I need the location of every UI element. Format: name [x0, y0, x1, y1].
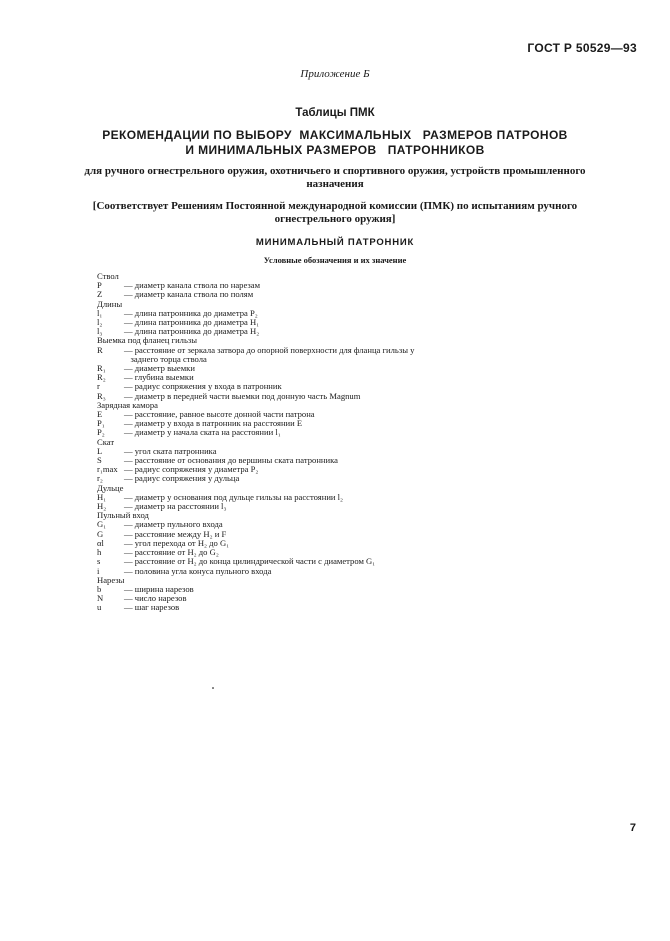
section-heading: МИНИМАЛЬНЫЙ ПАТРОННИК: [255, 237, 415, 248]
legend-row: [97, 603, 557, 612]
legend-description: — ширина нарезов: [124, 583, 194, 594]
legend-description: — расстояние между H₂ и F: [124, 528, 227, 539]
legend-symbol: E: [97, 409, 103, 420]
group-title: Скат: [97, 436, 115, 447]
legend-symbol: P₁: [97, 418, 105, 429]
legend-heading: Условные обозначения и их значение: [263, 255, 407, 265]
legend-symbol: G₁: [97, 519, 107, 530]
legend-description: — число нарезов: [124, 593, 187, 604]
legend-symbol: H₁: [97, 491, 107, 502]
legend-description: — длина патронника до диаметра H₂: [124, 326, 260, 337]
legend-description: — радиус сопряжения у дульца: [124, 473, 240, 484]
group-title: Выемка под фланец гильзы: [97, 335, 198, 346]
legend-description: — расстояние от H₂ до G₂: [124, 547, 219, 558]
legend-symbol: l₃: [97, 326, 103, 337]
legend-row: [97, 567, 557, 576]
legend-symbol: R₃: [97, 390, 106, 401]
legend-symbol: u: [97, 602, 102, 613]
legend-group-neck: [97, 484, 557, 512]
legend-symbol: H₂: [97, 501, 107, 512]
legend-symbol: N: [97, 593, 104, 604]
title-line-2: И МИНИМАЛЬНЫХ РАЗМЕРОВ ПАТРОННИКОВ: [185, 143, 485, 157]
legend-description: — расстояние от основания до вершины ската патронника: [124, 455, 338, 466]
legend-symbol: R₁: [97, 363, 106, 374]
legend-symbol: r₂: [97, 473, 103, 484]
legend-description: — расстояние, равное высоте донной части патрона: [124, 409, 315, 420]
legend-group-bullet-entry: [97, 511, 557, 575]
legend-description: — радиус сопряжения у диаметра P₂: [124, 464, 259, 475]
legend-description: — диаметр в передней части выемки под донную часть Magnum: [124, 390, 361, 401]
group-title: Пульный вход: [97, 510, 149, 521]
legend-symbol: G: [97, 528, 104, 539]
legend-description: — диаметр на расстоянии l₃: [124, 501, 227, 512]
legend-description: — длина патронника до диаметра H₁: [124, 317, 260, 328]
legend-symbol: r₁max: [97, 464, 118, 475]
legend-symbol: Z: [97, 289, 103, 300]
legend-description: — диаметр канала ствола по нарезам: [124, 280, 261, 291]
legend-symbol: l₁: [97, 307, 103, 318]
legend-group-rifling: [97, 576, 557, 613]
legend-description: — диаметр у основания под дульце гильзы на расстоянии l₂: [124, 491, 344, 502]
legend-symbol: h: [97, 547, 102, 558]
group-title: Длины: [97, 298, 123, 309]
legend-description: — глубина выемки: [124, 372, 194, 383]
legend-row: [97, 428, 557, 437]
legend-group-rim-recess: [97, 336, 557, 400]
legend-description: — расстояние от H₂ до конца цилиндрической части с диаметром G₁: [124, 556, 376, 567]
tables-title: Таблицы ПМК: [295, 107, 375, 119]
legend-symbol: S: [97, 455, 102, 466]
legend-description: — диаметр канала ствола по полям: [124, 289, 254, 300]
legend-row: [97, 502, 557, 511]
legend-description: — диаметр выемки: [124, 363, 195, 374]
legend-group-slope: [97, 438, 557, 484]
legend-symbol: s: [97, 556, 101, 567]
legend-description: — угол перехода от H₂ до G₁: [124, 537, 230, 548]
legend-symbol: P: [97, 280, 102, 291]
legend-group-lengths: [97, 300, 557, 337]
annex-label: Приложение Б: [300, 68, 370, 80]
legend-description: — диаметр у входа в патронник на расстоянии E: [124, 418, 303, 429]
legend-symbol: i: [97, 565, 100, 576]
legend-symbol: αl: [97, 537, 104, 548]
legend-description: — радиус сопряжения у входа в патронник: [124, 381, 282, 392]
correspondence-note: [Соответствует Решениям Постоянной международной комиссии (ПМК) по испытаниям ручного огнестрельного оружия]: [92, 200, 578, 225]
legend-description: — шаг нарезов: [124, 602, 180, 613]
group-title: Нарезы: [97, 574, 125, 585]
legend-row: [97, 474, 557, 483]
legend-list: [97, 272, 557, 613]
title-line-1: РЕКОМЕНДАЦИИ ПО ВЫБОРУ МАКСИМАЛЬНЫХ РАЗМЕРОВ ПАТРОНОВ: [102, 128, 568, 142]
legend-description: — половина угла конуса пульного входа: [124, 565, 272, 576]
document-subtitle: для ручного огнестрельного оружия, охотничьего и спортивного оружия, устройств промышленного назначения: [84, 165, 586, 190]
legend-group-barrel: [97, 272, 557, 300]
standard-number: ГОСТ Р 50529—93: [527, 41, 637, 55]
group-title: Дульце: [97, 482, 124, 493]
legend-symbol: b: [97, 583, 102, 594]
legend-group-charge-chamber: [97, 401, 557, 438]
legend-description: — длина патронника до диаметра P₂: [124, 307, 258, 318]
stray-dot: [212, 687, 214, 689]
legend-description: — диаметр пульного входа: [124, 519, 223, 530]
legend-symbol: R: [97, 344, 103, 355]
legend-description: — расстояние от зеркала затвора до опорной поверхности для фланца гильзы у: [124, 344, 415, 355]
legend-symbol: L: [97, 445, 103, 456]
legend-row: [97, 290, 557, 299]
legend-symbol: l₂: [97, 317, 103, 328]
legend-description: — диаметр у начала ската на расстоянии l₁: [124, 427, 281, 438]
legend-symbol: R₂: [97, 372, 106, 383]
legend-description: — угол ската патронника: [124, 445, 217, 456]
document-title: [0, 128, 670, 158]
legend-symbol: P₂: [97, 427, 105, 438]
legend-row: [97, 392, 557, 401]
legend-symbol: r: [97, 381, 100, 392]
group-title: Ствол: [97, 271, 119, 281]
group-title: Зарядная камора: [97, 399, 158, 410]
legend-description: заднего торца ствола: [124, 353, 207, 364]
page-number: 7: [629, 822, 636, 834]
